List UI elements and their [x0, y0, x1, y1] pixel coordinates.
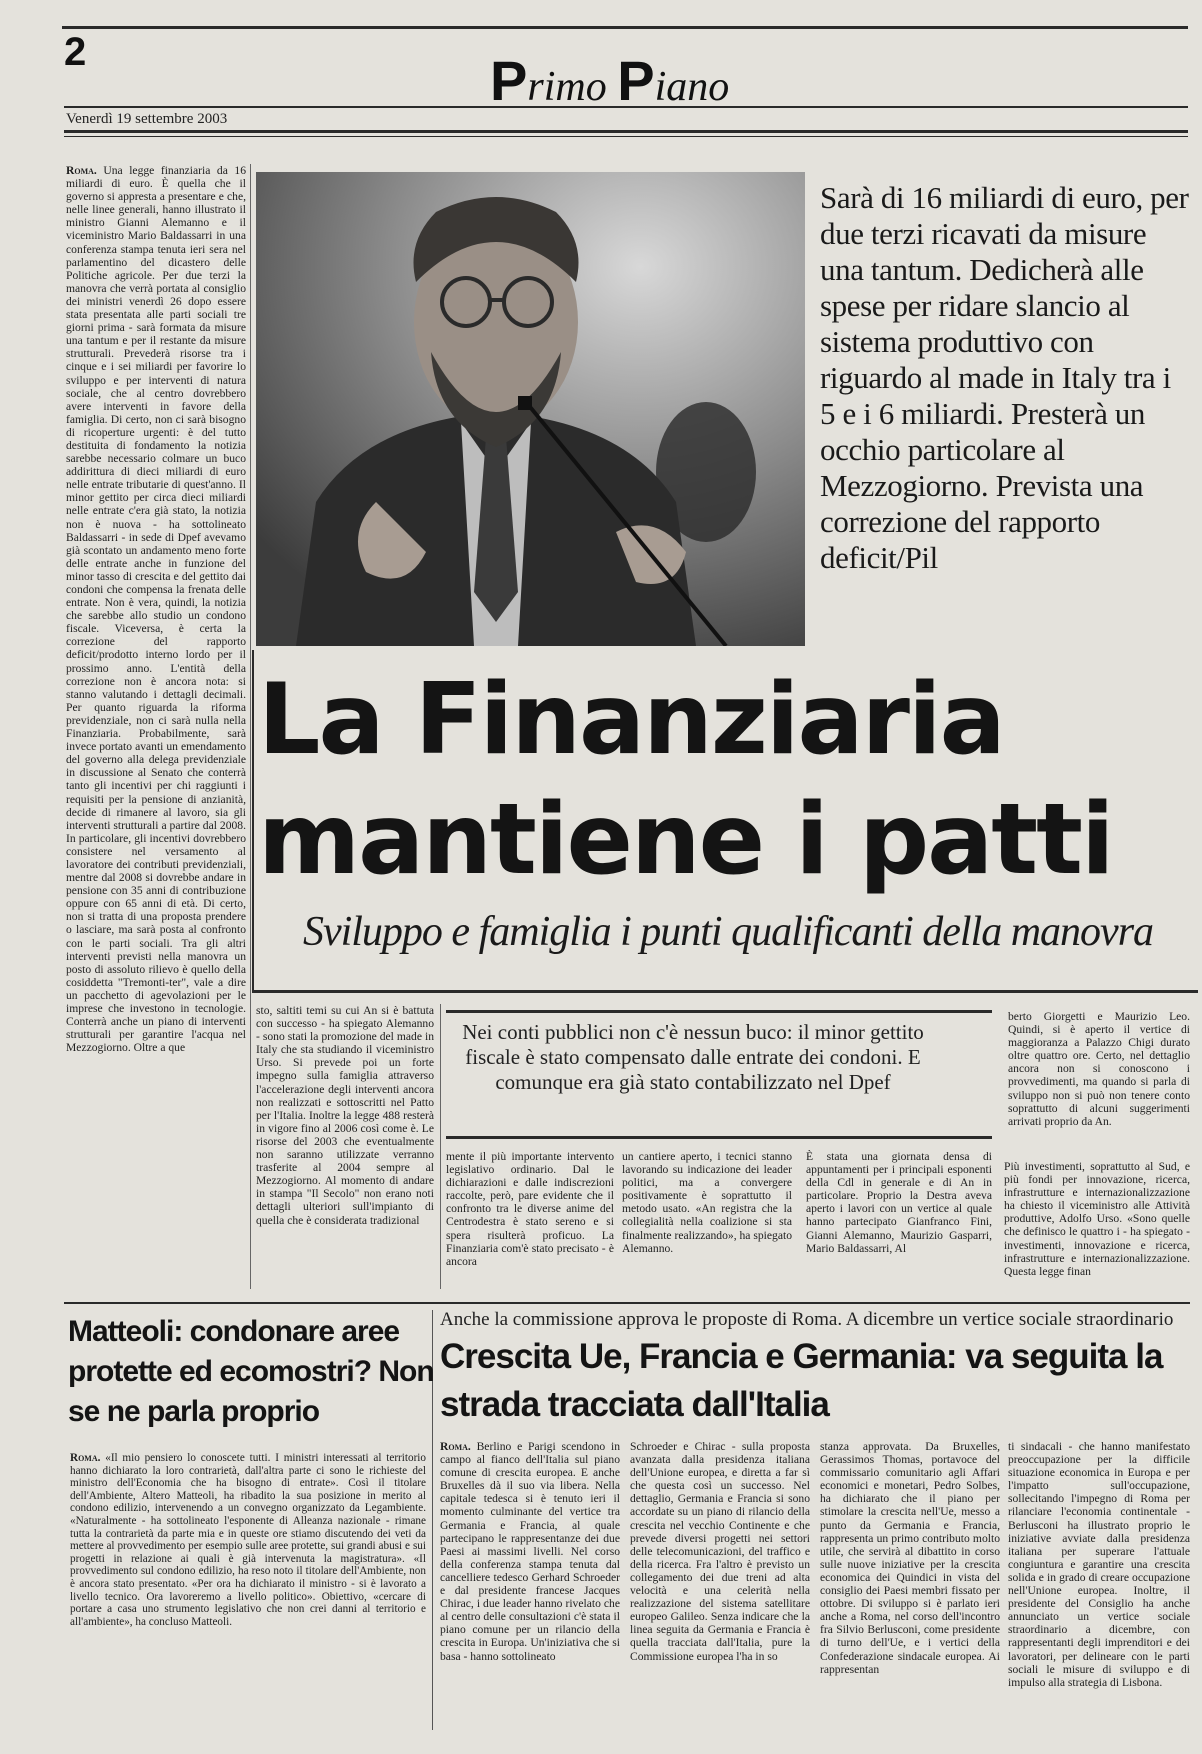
- matteoli-headline: Matteoli: condonare aree protette ed ecomostri? Non se ne parla proprio: [68, 1315, 434, 1428]
- lead-article-column-right: berto Giorgetti e Maurizio Leo. Quindi, si è aperto il vertice di maggioranza a Palazzo Chigi durato oltre quattro ore. Certo, nel dettaglio ancora non si conoscono i provvedimenti, ma quando si parla di sviluppo non si può non tenere conto soprattutto di alcuni suggerimenti arrivati proprio da An.: [1008, 1010, 1190, 1128]
- main-headline-line-2: mantiene i patti: [258, 783, 1113, 897]
- bottom-section-rule: [64, 1302, 1190, 1304]
- page-number: 2: [64, 30, 87, 74]
- crescita-column-2: Schroeder e Chirac - sulla proposta avanzata dalla presidenza italiana dell'Unione europea, e diretta a far sì che questa così un successo. Nel dettaglio, Germania e Francia si sono accordate su un piano di rilancio della crescita nel vecchio Continente e che prevede diversi progetti nei settori delle telecomunicazioni, del traffico e della ricerca. Fra l'altro è previsto un collegamento dei due treni ad alta velocità e una celerità nella realizzazione del sistema satellitare europeo Galileo. Senza indicare che la linea seguita da Germania e Francia è quella tracciata dall'Italia, pure la Commissione europea l'ha in so: [630, 1440, 810, 1663]
- lead-city: Roma.: [66, 164, 97, 177]
- column-divider-2: [440, 1004, 441, 1289]
- section-word-2: iano: [654, 64, 730, 110]
- pull-quote-rule-bottom: [446, 1136, 992, 1139]
- lead-article-column-2: sto, saltiti temi su cui An si è battuta con successo - ha spiegato Alemanno - sono stati la promozione del made in Italy che sta studiando il viceministro Urso. Si prevede poi un forte impegno sulla famiglia attraverso l'accelerazione degli interventi ancora non realizzati e sottoscritti nel Patto per l'Italia. Inoltre la legge 488 resterà in vigore fino al 2006 così come è. Le risorse del 2003 che eventualmente non saranno utilizzate verranno trasferite al 2004 sempre al Mezzogiorno. Al momento di andare in stampa "Il Secolo" non erano noti dettagli ulteriori sull'impianto di quella che è considerata tradizional: [256, 1004, 434, 1227]
- crescita-city: Roma.: [440, 1440, 471, 1453]
- article-summary: Sarà di 16 miliardi di euro, per due terzi ricavati da misure una tantum. Dedicherà alle spese per ridare slancio al sistema produttivo con riguardo al made in Italy tra i 5 e i 6 miliardi. Presterà un occhio particolare al Mezzogiorno. Prevista una correzione del rapporto deficit/Pil: [820, 180, 1189, 575]
- issue-date: Venerdì 19 settembre 2003: [66, 111, 228, 127]
- header-rule-bottom-thin: [64, 136, 1188, 137]
- main-headline: [258, 660, 1198, 900]
- crescita-text-1: Berlino e Parigi scendono in campo al fianco dell'Italia sul piano comune di crescita europea. E anche Bruxelles dà il suo via libera. Nella capitale tedesca si è tenuto ieri il momento culminante del vertice tra Germania e Francia, al quale partecipano le rappresentanze dei due Paesi ai massimi livelli. Nel corso della conferenza stampa tenuta dal cancelliere tedesco Gerhard Schroeder e dal presidente francese Jacques Chirac, i due leader hanno rivelato che al centro delle consultazioni c'è stata il piano comune per un rilancio della crescita in Europa. Un'iniziativa che si basa - hanno sottolineato: [440, 1440, 620, 1663]
- section-title: [490, 48, 729, 113]
- minister-photo: [256, 172, 805, 646]
- header-rule-bottom: [64, 130, 1188, 133]
- section-initial-1: P: [490, 49, 528, 112]
- pull-quote: Nei conti pubblici non c'è nessun buco: il minor gettito fiscale è stato compensato dalle entrate dei condoni. E comunque era già stato contabilizzato nel Dpef: [462, 1020, 924, 1094]
- header-rule-top: [62, 26, 1188, 29]
- matteoli-article: [70, 1452, 426, 1720]
- pull-quote-rule-top: [446, 1010, 992, 1013]
- lead-article-column-3: mente il più importante intervento legislativo ordinario. Dal le dichiarazioni e dalle indiscrezioni raccolte, però, pare evidente che il confronto tra le diverse anime del Centrodestra è stato sereno e si spera risulterà proficuo. La Finanziaria com'è stato precisato - è ancora: [446, 1150, 614, 1268]
- section-word-1: rimo: [527, 64, 618, 110]
- column-divider-left: [250, 164, 251, 1289]
- crescita-headline: Crescita Ue, Francia e Germania: va seguita la strada tracciata dall'Italia: [440, 1337, 1163, 1424]
- crescita-column-3: stanza approvata. Da Bruxelles, Gerassimos Thomas, portavoce del commissario comunitario agli Affari economici e monetari, Pedro Solbes, ha dichiarato che il piano per stimolare la crescita nell'Ue, messo a punto da Germania e Francia, rappresenta un primo contributo molto utile, che servirà al dibattito in corso sulle nuove iniziative per la crescita economica dei Quindici in vista del consiglio dei Paesi membri fissato per ottobre. Di sviluppo si è parlato ieri anche a Roma, nel corso dell'incontro fra Silvio Berlusconi, come presidente di turno dell'Ue, e i vertici della Confederazione sindacale europea. Ai rappresentan: [820, 1440, 1000, 1676]
- headline-box-left: [252, 650, 254, 990]
- main-subhead: Sviluppo e famiglia i punti qualificanti della manovra: [302, 909, 1154, 955]
- crescita-column-1: [440, 1440, 620, 1730]
- matteoli-city: Roma.: [70, 1452, 101, 1464]
- matteoli-text: «Il mio pensiero lo conoscete tutti. I ministri interessati al territorio hanno dichiarato la loro contrarietà, dall'altra parte ci sono le richieste del ministro dell'Economia che ha bisogno di entrate». Così il titolare dell'Ambiente, Altero Matteoli, ha ribadito la sua posizione in merito al condono edilizio, intervenendo a un convegno organizzato da Legambiente. «Naturalmente - ha sottolineato l'esponente di Alleanza nazionale - rimane tutta la contrarietà da parte mia e in queste ore stiamo discutendo dei veti da mettere al provvedimento per esempio sulle aree protette, sui grandi abusi e sui progetti in relazione ai quali è già intervenuta la magistratura». «Il provvedimento sul condono edilizio, ha reso noto il titolare dell'Ambiente, non è ancora stato presentato. «Per ora ha dichiarato il ministro - si è lavorato a livello tecnico. Ora lavoreremo a livello politico». Obiettivo, «cercare di portare a casa uno strumento legislativo che non crei danni al territorio e all'ambiente», ha concluso Matteoli.: [70, 1452, 426, 1628]
- crescita-kicker: Anche la commissione approva le proposte di Roma. A dicembre un vertice sociale straordinario: [440, 1309, 1174, 1330]
- crescita-column-4: ti sindacali - che hanno manifestato preoccupazione per la difficile situazione economica in Europa e per l'impatto sull'occupazione, sollecitando l'impegno di Roma per rilanciare l'economia continentale - Berlusconi ha illustrato proprio le iniziative avviate dalla presidenza italiana per superare l'attuale congiuntura e garantire una crescita solida e in grado di creare occupazione nell'Unione europea. Inoltre, il presidente del Consiglio ha anche annunciato un vertice sociale straordinario a dicembre, con rappresentanti degli imprenditori e dei lavoratori, per delineare con le parti sociali le misure di sviluppo e di impulso alla strategia di Lisbona.: [1008, 1440, 1190, 1689]
- photo-illustration: [256, 172, 805, 646]
- section-initial-2: P: [617, 49, 655, 112]
- lead-article-column-1: [66, 164, 246, 1289]
- main-headline-line-1: La Finanziaria: [258, 663, 1004, 777]
- lead-text: Una legge finanziaria da 16 miliardi di euro. È quella che il governo si appresta a presentare e che, nelle linee generali, hanno illustrato il ministro Gianni Alemanno e il viceministro Mario Baldassarri in una conferenza stampa tenuta ieri sera nel parlamentino del dicastero delle Politiche agricole. Per due terzi la manovra che verrà portata al consiglio dei ministri venerdì 26 dopo essere stata presentata alle parti sociali tre giorni prima - sarà formata da misure una tantum e per il restante da misure strutturali. Prevederà risorse tra i cinque e i sei miliardi per favorire lo sviluppo e per interventi di natura sociale, che al centro dovrebbero avere interventi in favore della famiglia. Di certo, non ci sarà bisogno di ricoperture urgenti: è del tutto destituita di fondamento la notizia sarebbe necessario colmare un buco addirittura di dieci miliardi di euro nelle entrate tributarie di quest'anno. Il minor gettito per circa dieci miliardi nelle entrate c'era già stato, la notizia non è nuova - ha sottolineato Baldassarri - in sede di Dpef avevamo già scontato un andamento meno forte delle entrate anche in funzione del minor tasso di crescita e del gettito dai condoni che compensa la frenata delle entrate. Non è vera, quindi, la notizia che sarebbe allo studio un condono fiscale. Viceversa, è certa la correzione del rapporto deficit/prodotto interno lordo per il prossimo anno. L'entità della correzione non è ancora nota: si stanno valutando i dettagli decimali. Per quanto riguarda la riforma previdenziale, non ci sarà nulla nella Finanziaria. Probabilmente, sarà invece portato avanti un emendamento del governo alla delega previdenziale in discussione al Senato che conterrà tanto gli incentivi per chi raggiunti i requisiti per la pensione di anzianità, decide di rimanere al lavoro, sia gli interventi strutturali a partire dal 2008. In particolare, gli incentivi dovrebbero consistere nel versamento al lavoratore dei contributi previdenziali, mentre dal 2008 si dovrebbe andare in pensione con 35 anni di contribuzione oppure con 65 anni di età. Di certo, non si tratta di una proposta prendere o lasciare, ma sarà posta al confronto con le parti sociali. Tra gli altri interventi previsti nella manovra un posto di assoluto rilievo è quello della cosiddetta "Tremonti-ter", vale a dire un pacchetto di agevolazioni per le imprese che investono in tecnologie. Conterrà anche un piano di interventi strutturali per garantire l'acqua nel Mezzogiorno. Oltre a que: [66, 164, 246, 1055]
- headline-box-bottom: [252, 990, 1198, 993]
- lead-article-column-5: È stata una giornata densa di appuntamenti per i principali esponenti della Cdl in generale e di An in particolare. Proprio la Destra aveva aperto i lavori con un vertice al quale hanno partecipato Gianfranco Fini, Gianni Alemanno, Maurizio Gasparri, Mario Baldassarri, Al: [806, 1150, 992, 1255]
- lead-article-column-6: Più investimenti, soprattutto al Sud, e più fondi per innovazione, ricerca, infrastrutture e internazionalizzazione ha chiesto il viceministro alle Attività produttive, Adolfo Urso. «Sono quelle che definisco le quattro i - ha spiegato - investimenti, innovazione e ricerca, infrastrutture e internazionalizzazione. Questa legge finan: [1004, 1160, 1190, 1278]
- lead-article-column-4: un cantiere aperto, i tecnici stanno lavorando su indicazione dei leader politici, ma a convergere positivamente è soprattutto il metodo usato. «An registra che la collegialità nella coalizione si sta finalmente realizzando», ha spiegato Alemanno.: [622, 1150, 792, 1255]
